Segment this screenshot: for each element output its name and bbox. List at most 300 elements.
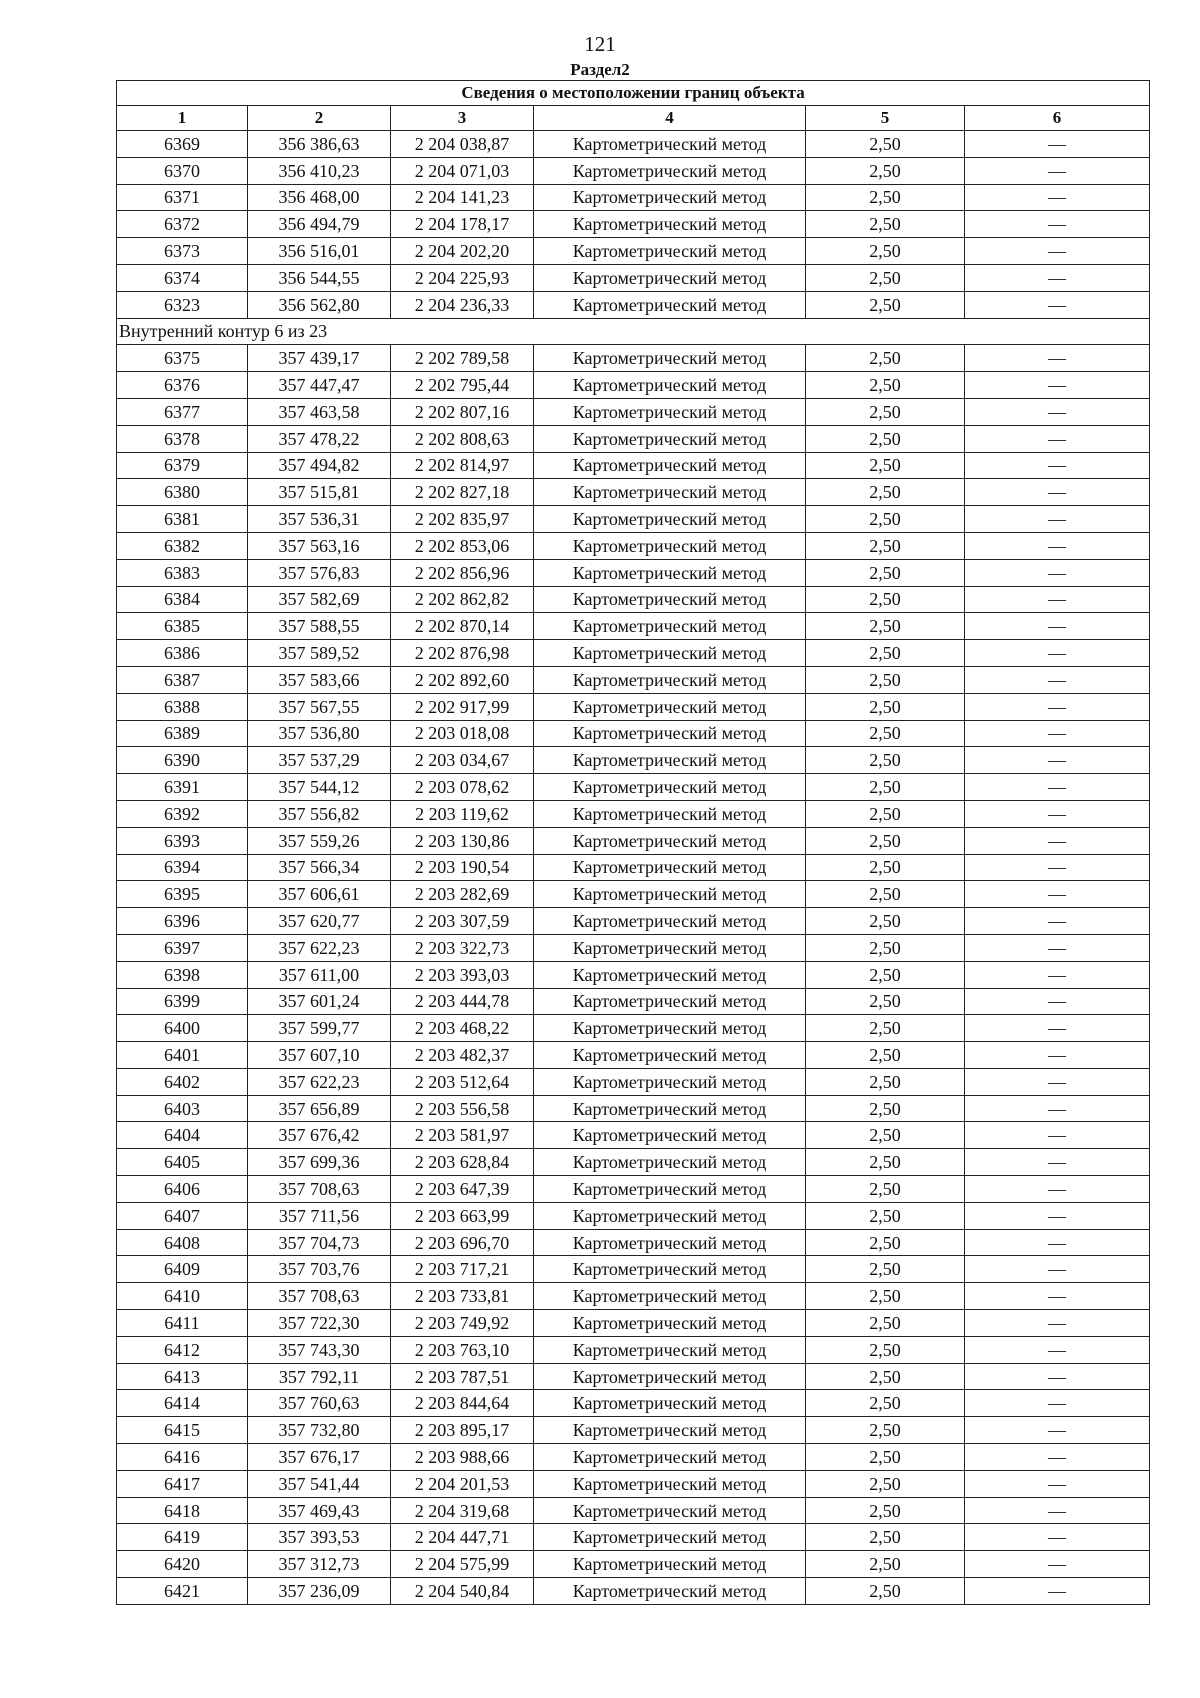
table-body [117, 131, 1150, 1605]
y-coordinate-cell: 2 203 468,22 [391, 1015, 534, 1042]
point-number-cell: 6408 [117, 1229, 248, 1256]
x-coordinate-cell: 357 583,66 [248, 666, 391, 693]
method-cell: Картометрический метод [534, 559, 806, 586]
empty-mark-cell: — [965, 1229, 1150, 1256]
table-row [117, 1336, 1150, 1363]
method-cell: Картометрический метод [534, 1229, 806, 1256]
empty-mark-cell: — [965, 693, 1150, 720]
column-number-2: 2 [248, 106, 391, 131]
empty-mark-cell: — [965, 720, 1150, 747]
x-coordinate-cell: 357 469,43 [248, 1497, 391, 1524]
x-coordinate-cell: 357 515,81 [248, 479, 391, 506]
precision-cell: 2,50 [806, 693, 965, 720]
table-row [117, 988, 1150, 1015]
table-row [117, 1176, 1150, 1203]
empty-mark-cell: — [965, 479, 1150, 506]
method-cell: Картометрический метод [534, 211, 806, 238]
x-coordinate-cell: 357 708,63 [248, 1176, 391, 1203]
point-number-cell: 6410 [117, 1283, 248, 1310]
point-number-cell: 6377 [117, 398, 248, 425]
y-coordinate-cell: 2 202 795,44 [391, 372, 534, 399]
point-number-cell: 6406 [117, 1176, 248, 1203]
empty-mark-cell: — [965, 1578, 1150, 1605]
boundary-coordinates-table [116, 80, 1150, 1605]
table-row [117, 345, 1150, 372]
point-number-cell: 6378 [117, 425, 248, 452]
point-number-cell: 6407 [117, 1202, 248, 1229]
x-coordinate-cell: 357 711,56 [248, 1202, 391, 1229]
point-number-cell: 6413 [117, 1363, 248, 1390]
point-number-cell: 6421 [117, 1578, 248, 1605]
x-coordinate-cell: 357 703,76 [248, 1256, 391, 1283]
point-number-cell: 6395 [117, 881, 248, 908]
empty-mark-cell: — [965, 854, 1150, 881]
y-coordinate-cell: 2 203 581,97 [391, 1122, 534, 1149]
y-coordinate-cell: 2 203 078,62 [391, 774, 534, 801]
precision-cell: 2,50 [806, 1149, 965, 1176]
y-coordinate-cell: 2 202 892,60 [391, 666, 534, 693]
y-coordinate-cell: 2 203 282,69 [391, 881, 534, 908]
precision-cell: 2,50 [806, 452, 965, 479]
precision-cell: 2,50 [806, 506, 965, 533]
precision-cell: 2,50 [806, 211, 965, 238]
empty-mark-cell: — [965, 1015, 1150, 1042]
y-coordinate-cell: 2 204 071,03 [391, 157, 534, 184]
x-coordinate-cell: 356 494,79 [248, 211, 391, 238]
x-coordinate-cell: 357 312,73 [248, 1551, 391, 1578]
x-coordinate-cell: 357 537,29 [248, 747, 391, 774]
y-coordinate-cell: 2 203 393,03 [391, 961, 534, 988]
table-row [117, 961, 1150, 988]
method-cell: Картометрический метод [534, 1390, 806, 1417]
method-cell: Картометрический метод [534, 425, 806, 452]
table-row [117, 666, 1150, 693]
precision-cell: 2,50 [806, 961, 965, 988]
table-row [117, 908, 1150, 935]
precision-cell: 2,50 [806, 238, 965, 265]
table-row [117, 372, 1150, 399]
table-row [117, 264, 1150, 291]
point-number-cell: 6401 [117, 1042, 248, 1069]
x-coordinate-cell: 357 576,83 [248, 559, 391, 586]
y-coordinate-cell: 2 203 190,54 [391, 854, 534, 881]
empty-mark-cell: — [965, 291, 1150, 318]
point-number-cell: 6417 [117, 1470, 248, 1497]
table-row [117, 211, 1150, 238]
y-coordinate-cell: 2 204 575,99 [391, 1551, 534, 1578]
empty-mark-cell: — [965, 747, 1150, 774]
y-coordinate-cell: 2 203 647,39 [391, 1176, 534, 1203]
table-row [117, 398, 1150, 425]
y-coordinate-cell: 2 204 225,93 [391, 264, 534, 291]
empty-mark-cell: — [965, 1551, 1150, 1578]
point-number-cell: 6390 [117, 747, 248, 774]
x-coordinate-cell: 357 559,26 [248, 827, 391, 854]
empty-mark-cell: — [965, 1417, 1150, 1444]
precision-cell: 2,50 [806, 1229, 965, 1256]
y-coordinate-cell: 2 203 512,64 [391, 1068, 534, 1095]
point-number-cell: 6405 [117, 1149, 248, 1176]
x-coordinate-cell: 357 566,34 [248, 854, 391, 881]
precision-cell: 2,50 [806, 184, 965, 211]
point-number-cell: 6369 [117, 131, 248, 158]
table-row [117, 131, 1150, 158]
x-coordinate-cell: 357 656,89 [248, 1095, 391, 1122]
x-coordinate-cell: 357 393,53 [248, 1524, 391, 1551]
empty-mark-cell: — [965, 827, 1150, 854]
empty-mark-cell: — [965, 184, 1150, 211]
y-coordinate-cell: 2 202 789,58 [391, 345, 534, 372]
empty-mark-cell: — [965, 1149, 1150, 1176]
x-coordinate-cell: 357 743,30 [248, 1336, 391, 1363]
precision-cell: 2,50 [806, 827, 965, 854]
method-cell: Картометрический метод [534, 1310, 806, 1337]
point-number-cell: 6415 [117, 1417, 248, 1444]
x-coordinate-cell: 357 732,80 [248, 1417, 391, 1444]
table-row [117, 1390, 1150, 1417]
table-row [117, 157, 1150, 184]
x-coordinate-cell: 357 601,24 [248, 988, 391, 1015]
point-number-cell: 6420 [117, 1551, 248, 1578]
empty-mark-cell: — [965, 881, 1150, 908]
x-coordinate-cell: 357 589,52 [248, 640, 391, 667]
method-cell: Картометрический метод [534, 131, 806, 158]
precision-cell: 2,50 [806, 1363, 965, 1390]
x-coordinate-cell: 357 620,77 [248, 908, 391, 935]
method-cell: Картометрический метод [534, 1068, 806, 1095]
empty-mark-cell: — [965, 559, 1150, 586]
method-cell: Картометрический метод [534, 345, 806, 372]
x-coordinate-cell: 357 676,17 [248, 1444, 391, 1471]
empty-mark-cell: — [965, 1202, 1150, 1229]
table-row [117, 1551, 1150, 1578]
y-coordinate-cell: 2 203 988,66 [391, 1444, 534, 1471]
point-number-cell: 6375 [117, 345, 248, 372]
table-row [117, 1042, 1150, 1069]
x-coordinate-cell: 357 536,80 [248, 720, 391, 747]
precision-cell: 2,50 [806, 1015, 965, 1042]
precision-cell: 2,50 [806, 1122, 965, 1149]
x-coordinate-cell: 357 792,11 [248, 1363, 391, 1390]
x-coordinate-cell: 357 236,09 [248, 1578, 391, 1605]
table-row [117, 1068, 1150, 1095]
point-number-cell: 6402 [117, 1068, 248, 1095]
y-coordinate-cell: 2 204 201,53 [391, 1470, 534, 1497]
precision-cell: 2,50 [806, 908, 965, 935]
y-coordinate-cell: 2 202 808,63 [391, 425, 534, 452]
method-cell: Картометрический метод [534, 774, 806, 801]
method-cell: Картометрический метод [534, 640, 806, 667]
method-cell: Картометрический метод [534, 479, 806, 506]
y-coordinate-cell: 2 202 827,18 [391, 479, 534, 506]
table-row [117, 506, 1150, 533]
point-number-cell: 6383 [117, 559, 248, 586]
table-row [117, 854, 1150, 881]
precision-cell: 2,50 [806, 1336, 965, 1363]
method-cell: Картометрический метод [534, 1202, 806, 1229]
method-cell: Картометрический метод [534, 184, 806, 211]
table-row [117, 1256, 1150, 1283]
column-number-row [117, 106, 1150, 131]
table-row [117, 1363, 1150, 1390]
x-coordinate-cell: 356 410,23 [248, 157, 391, 184]
precision-cell: 2,50 [806, 640, 965, 667]
precision-cell: 2,50 [806, 1068, 965, 1095]
method-cell: Картометрический метод [534, 506, 806, 533]
point-number-cell: 6403 [117, 1095, 248, 1122]
empty-mark-cell: — [965, 640, 1150, 667]
y-coordinate-cell: 2 202 856,96 [391, 559, 534, 586]
y-coordinate-cell: 2 204 540,84 [391, 1578, 534, 1605]
y-coordinate-cell: 2 202 917,99 [391, 693, 534, 720]
precision-cell: 2,50 [806, 1202, 965, 1229]
y-coordinate-cell: 2 203 763,10 [391, 1336, 534, 1363]
y-coordinate-cell: 2 202 814,97 [391, 452, 534, 479]
point-number-cell: 6388 [117, 693, 248, 720]
table-row [117, 184, 1150, 211]
method-cell: Картометрический метод [534, 908, 806, 935]
method-cell: Картометрический метод [534, 532, 806, 559]
y-coordinate-cell: 2 203 444,78 [391, 988, 534, 1015]
y-coordinate-cell: 2 203 482,37 [391, 1042, 534, 1069]
x-coordinate-cell: 357 439,17 [248, 345, 391, 372]
point-number-cell: 6398 [117, 961, 248, 988]
empty-mark-cell: — [965, 1444, 1150, 1471]
method-cell: Картометрический метод [534, 1256, 806, 1283]
x-coordinate-cell: 357 447,47 [248, 372, 391, 399]
x-coordinate-cell: 357 599,77 [248, 1015, 391, 1042]
method-cell: Картометрический метод [534, 934, 806, 961]
empty-mark-cell: — [965, 1176, 1150, 1203]
table-row [117, 532, 1150, 559]
point-number-cell: 6384 [117, 586, 248, 613]
table-row [117, 291, 1150, 318]
table-row [117, 800, 1150, 827]
y-coordinate-cell: 2 204 236,33 [391, 291, 534, 318]
table-row [117, 1524, 1150, 1551]
point-number-cell: 6414 [117, 1390, 248, 1417]
empty-mark-cell: — [965, 666, 1150, 693]
precision-cell: 2,50 [806, 559, 965, 586]
x-coordinate-cell: 357 622,23 [248, 1068, 391, 1095]
x-coordinate-cell: 357 676,42 [248, 1122, 391, 1149]
table-row [117, 1578, 1150, 1605]
method-cell: Картометрический метод [534, 1417, 806, 1444]
point-number-cell: 6396 [117, 908, 248, 935]
column-number-5: 5 [806, 106, 965, 131]
table-row [117, 586, 1150, 613]
table-row [117, 1444, 1150, 1471]
x-coordinate-cell: 357 494,82 [248, 452, 391, 479]
precision-cell: 2,50 [806, 988, 965, 1015]
y-coordinate-cell: 2 204 202,20 [391, 238, 534, 265]
point-number-cell: 6372 [117, 211, 248, 238]
empty-mark-cell: — [965, 1336, 1150, 1363]
precision-cell: 2,50 [806, 372, 965, 399]
precision-cell: 2,50 [806, 800, 965, 827]
empty-mark-cell: — [965, 157, 1150, 184]
empty-mark-cell: — [965, 1470, 1150, 1497]
precision-cell: 2,50 [806, 264, 965, 291]
y-coordinate-cell: 2 202 807,16 [391, 398, 534, 425]
empty-mark-cell: — [965, 1283, 1150, 1310]
point-number-cell: 6399 [117, 988, 248, 1015]
point-number-cell: 6419 [117, 1524, 248, 1551]
x-coordinate-cell: 357 606,61 [248, 881, 391, 908]
table-row [117, 1283, 1150, 1310]
method-cell: Картометрический метод [534, 1497, 806, 1524]
x-coordinate-cell: 357 544,12 [248, 774, 391, 801]
precision-cell: 2,50 [806, 1444, 965, 1471]
empty-mark-cell: — [965, 934, 1150, 961]
precision-cell: 2,50 [806, 345, 965, 372]
section-title: Раздел2 [570, 60, 630, 79]
y-coordinate-cell: 2 203 018,08 [391, 720, 534, 747]
method-cell: Картометрический метод [534, 1470, 806, 1497]
precision-cell: 2,50 [806, 747, 965, 774]
empty-mark-cell: — [965, 398, 1150, 425]
x-coordinate-cell: 357 607,10 [248, 1042, 391, 1069]
method-cell: Картометрический метод [534, 1149, 806, 1176]
point-number-cell: 6412 [117, 1336, 248, 1363]
point-number-cell: 6379 [117, 452, 248, 479]
table-row [117, 479, 1150, 506]
empty-mark-cell: — [965, 613, 1150, 640]
empty-mark-cell: — [965, 961, 1150, 988]
table-row [117, 452, 1150, 479]
table-row [117, 1470, 1150, 1497]
empty-mark-cell: — [965, 345, 1150, 372]
precision-cell: 2,50 [806, 1042, 965, 1069]
y-coordinate-cell: 2 204 319,68 [391, 1497, 534, 1524]
y-coordinate-cell: 2 204 178,17 [391, 211, 534, 238]
y-coordinate-cell: 2 203 696,70 [391, 1229, 534, 1256]
precision-cell: 2,50 [806, 613, 965, 640]
point-number-cell: 6374 [117, 264, 248, 291]
y-coordinate-cell: 2 202 835,97 [391, 506, 534, 533]
method-cell: Картометрический метод [534, 1336, 806, 1363]
method-cell: Картометрический метод [534, 800, 806, 827]
y-coordinate-cell: 2 203 556,58 [391, 1095, 534, 1122]
empty-mark-cell: — [965, 988, 1150, 1015]
point-number-cell: 6394 [117, 854, 248, 881]
empty-mark-cell: — [965, 1524, 1150, 1551]
y-coordinate-cell: 2 203 322,73 [391, 934, 534, 961]
point-number-cell: 6385 [117, 613, 248, 640]
empty-mark-cell: — [965, 452, 1150, 479]
precision-cell: 2,50 [806, 1417, 965, 1444]
x-coordinate-cell: 357 567,55 [248, 693, 391, 720]
column-number-3: 3 [391, 106, 534, 131]
x-coordinate-cell: 357 463,58 [248, 398, 391, 425]
point-number-cell: 6404 [117, 1122, 248, 1149]
precision-cell: 2,50 [806, 1310, 965, 1337]
empty-mark-cell: — [965, 131, 1150, 158]
point-number-cell: 6397 [117, 934, 248, 961]
point-number-cell: 6386 [117, 640, 248, 667]
precision-cell: 2,50 [806, 479, 965, 506]
point-number-cell: 6418 [117, 1497, 248, 1524]
y-coordinate-cell: 2 203 119,62 [391, 800, 534, 827]
x-coordinate-cell: 357 556,82 [248, 800, 391, 827]
method-cell: Картометрический метод [534, 666, 806, 693]
empty-mark-cell: — [965, 1095, 1150, 1122]
contour-header-row [117, 318, 1150, 345]
method-cell: Картометрический метод [534, 613, 806, 640]
table-caption: Сведения о местоположении границ объекта [117, 81, 1150, 106]
point-number-cell: 6381 [117, 506, 248, 533]
x-coordinate-cell: 357 622,23 [248, 934, 391, 961]
column-number-6: 6 [965, 106, 1150, 131]
empty-mark-cell: — [965, 1497, 1150, 1524]
table-row [117, 1229, 1150, 1256]
point-number-cell: 6387 [117, 666, 248, 693]
precision-cell: 2,50 [806, 1256, 965, 1283]
point-number-cell: 6376 [117, 372, 248, 399]
table-row [117, 774, 1150, 801]
method-cell: Картометрический метод [534, 1551, 806, 1578]
x-coordinate-cell: 356 544,55 [248, 264, 391, 291]
empty-mark-cell: — [965, 425, 1150, 452]
y-coordinate-cell: 2 203 717,21 [391, 1256, 534, 1283]
x-coordinate-cell: 356 516,01 [248, 238, 391, 265]
point-number-cell: 6371 [117, 184, 248, 211]
y-coordinate-cell: 2 203 130,86 [391, 827, 534, 854]
table-row [117, 1015, 1150, 1042]
point-number-cell: 6411 [117, 1310, 248, 1337]
table-row [117, 881, 1150, 908]
contour-label: Внутренний контур 6 из 23 [117, 318, 1150, 345]
method-cell: Картометрический метод [534, 988, 806, 1015]
x-coordinate-cell: 357 588,55 [248, 613, 391, 640]
precision-cell: 2,50 [806, 1524, 965, 1551]
empty-mark-cell: — [965, 1042, 1150, 1069]
y-coordinate-cell: 2 202 876,98 [391, 640, 534, 667]
method-cell: Картометрический метод [534, 238, 806, 265]
precision-cell: 2,50 [806, 398, 965, 425]
point-number-cell: 6389 [117, 720, 248, 747]
y-coordinate-cell: 2 203 749,92 [391, 1310, 534, 1337]
table-row [117, 934, 1150, 961]
precision-cell: 2,50 [806, 1470, 965, 1497]
table-row [117, 425, 1150, 452]
precision-cell: 2,50 [806, 1551, 965, 1578]
y-coordinate-cell: 2 203 034,67 [391, 747, 534, 774]
precision-cell: 2,50 [806, 934, 965, 961]
empty-mark-cell: — [965, 1363, 1150, 1390]
method-cell: Картометрический метод [534, 881, 806, 908]
method-cell: Картометрический метод [534, 1015, 806, 1042]
table-row [117, 613, 1150, 640]
precision-cell: 2,50 [806, 666, 965, 693]
precision-cell: 2,50 [806, 532, 965, 559]
point-number-cell: 6393 [117, 827, 248, 854]
precision-cell: 2,50 [806, 1176, 965, 1203]
point-number-cell: 6416 [117, 1444, 248, 1471]
y-coordinate-cell: 2 202 853,06 [391, 532, 534, 559]
x-coordinate-cell: 356 562,80 [248, 291, 391, 318]
y-coordinate-cell: 2 203 663,99 [391, 1202, 534, 1229]
point-number-cell: 6400 [117, 1015, 248, 1042]
empty-mark-cell: — [965, 1310, 1150, 1337]
table-row [117, 827, 1150, 854]
x-coordinate-cell: 357 582,69 [248, 586, 391, 613]
precision-cell: 2,50 [806, 1095, 965, 1122]
y-coordinate-cell: 2 203 628,84 [391, 1149, 534, 1176]
precision-cell: 2,50 [806, 1390, 965, 1417]
method-cell: Картометрический метод [534, 157, 806, 184]
empty-mark-cell: — [965, 211, 1150, 238]
